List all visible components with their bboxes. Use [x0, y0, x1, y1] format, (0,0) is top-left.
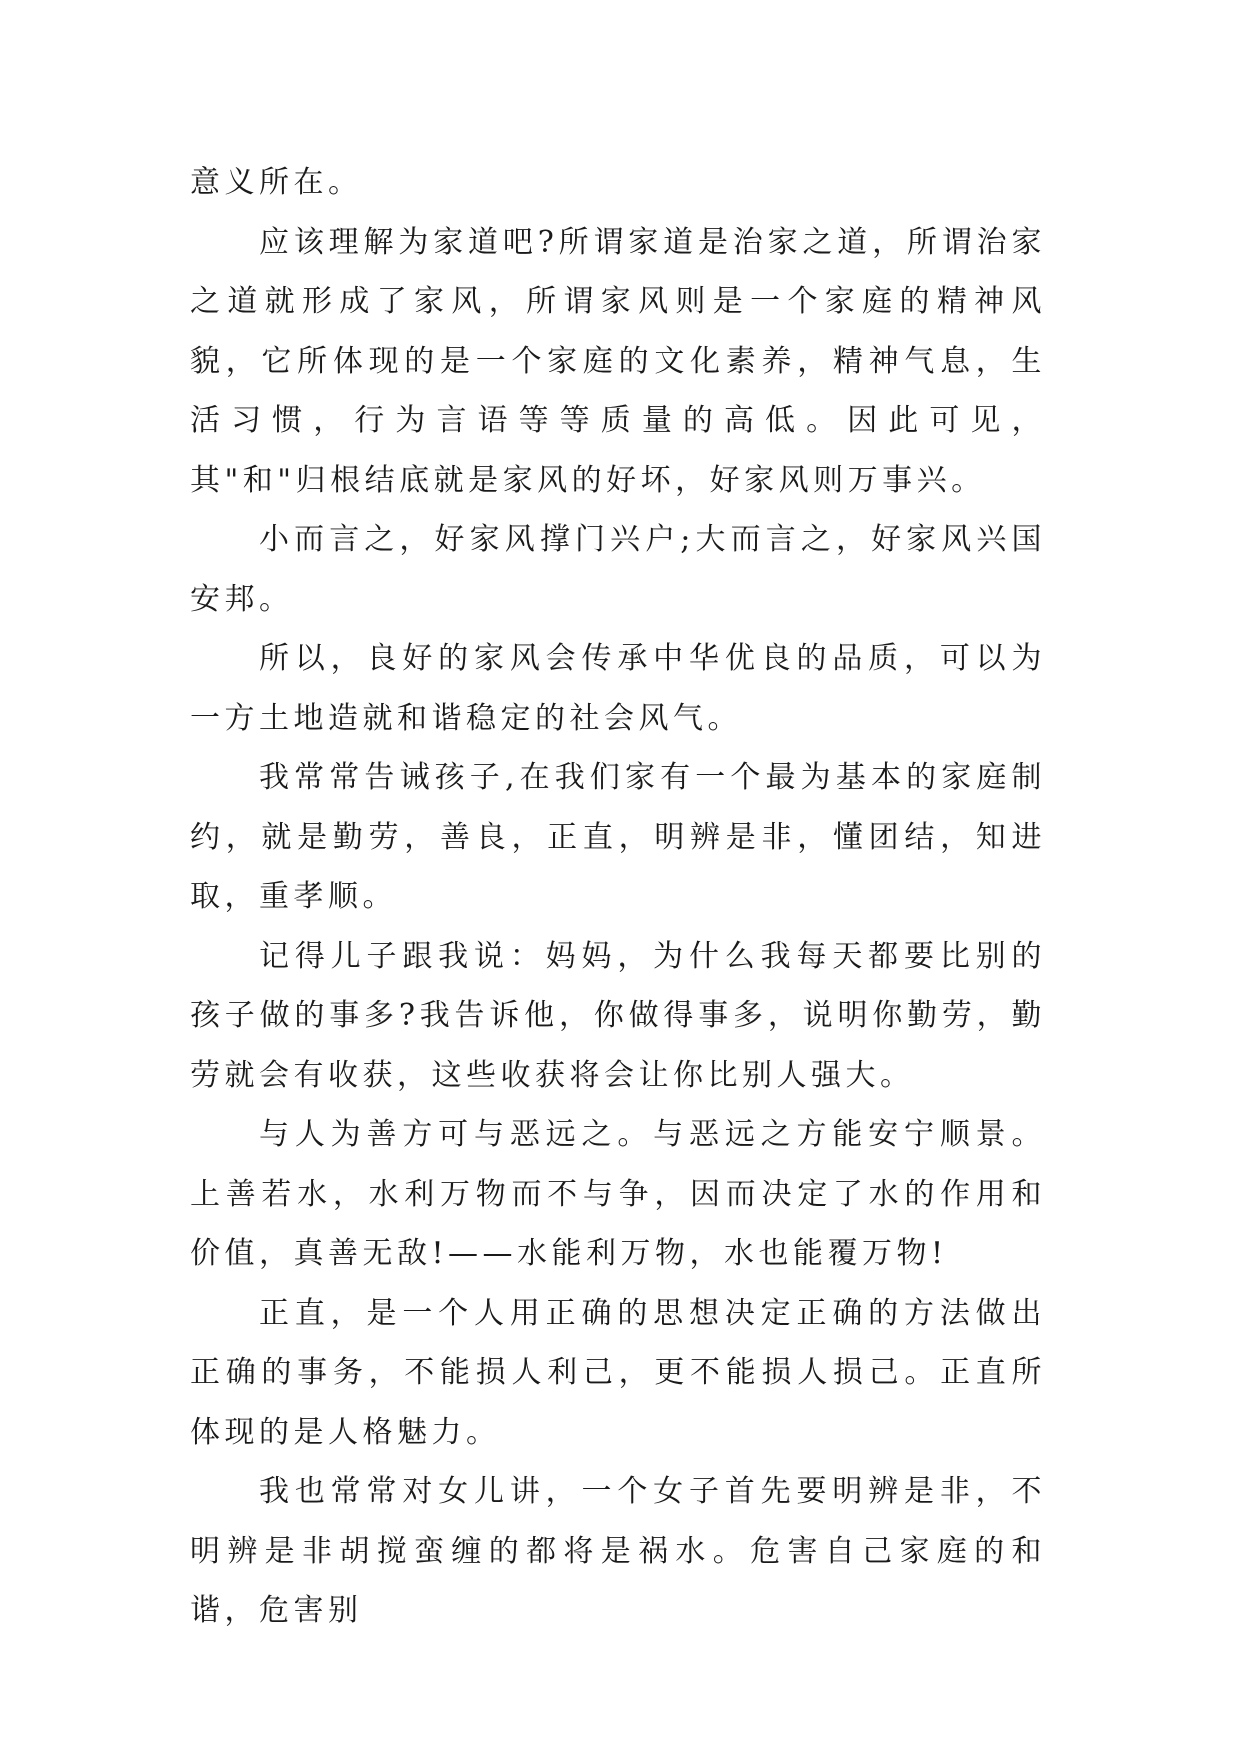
- paragraph-continuation: 意义所在。: [190, 165, 363, 200]
- paragraph-gaojie-haizi: 我常常告诫孩子,在我们家有一个最为基本的家庭制约，就是勤劳，善良，正直，明辨是非，懂团结，知进取，重孝顺。: [190, 760, 1046, 914]
- paragraph-nver: 我也常常对女儿讲，一个女子首先要明辨是非，不明辨是非胡搅蛮缠的都将是祸水。危害自己家庭的和谐，危害别: [190, 1474, 1046, 1628]
- paragraph-erzi: 记得儿子跟我说：妈妈，为什么我每天都要比别的孩子做的事多?我告诉他，你做得事多，说明你勤劳，勤劳就会有收获，这些收获将会让你比别人强大。: [190, 938, 1046, 1093]
- paragraph-zhengzhi: 正直，是一个人用正确的思想决定正确的方法做出正确的事务，不能损人利己，更不能损人损己。正直所体现的是人格魅力。: [190, 1295, 1046, 1450]
- paragraph-xiao-er-yan-zhi: 小而言之，好家风撑门兴户;大而言之，好家风兴国安邦。: [190, 522, 1046, 617]
- paragraph-yu-ren-wei-shan: 与人为善方可与恶远之。与恶远之方能安宁顺景。上善若水，水利万物而不与争，因而决定了水的作用和价值，真善无敌!——水能利万物，水也能覆万物!: [190, 1117, 1046, 1271]
- document-body: [190, 153, 1046, 1641]
- paragraph-jiadao: 应该理解为家道吧?所谓家道是治家之道，所谓治家之道就形成了家风，所谓家风则是一个家庭的精神风貌，它所体现的是一个家庭的文化素养，精神气息，生活习惯，行为言语等等质量的高低。因此可见，其"和"归根结底就是家风的好坏，好家风则万事兴。: [190, 224, 1046, 498]
- paragraph-suoyi: 所以，良好的家风会传承中华优良的品质，可以为一方土地造就和谐稳定的社会风气。: [190, 641, 1046, 736]
